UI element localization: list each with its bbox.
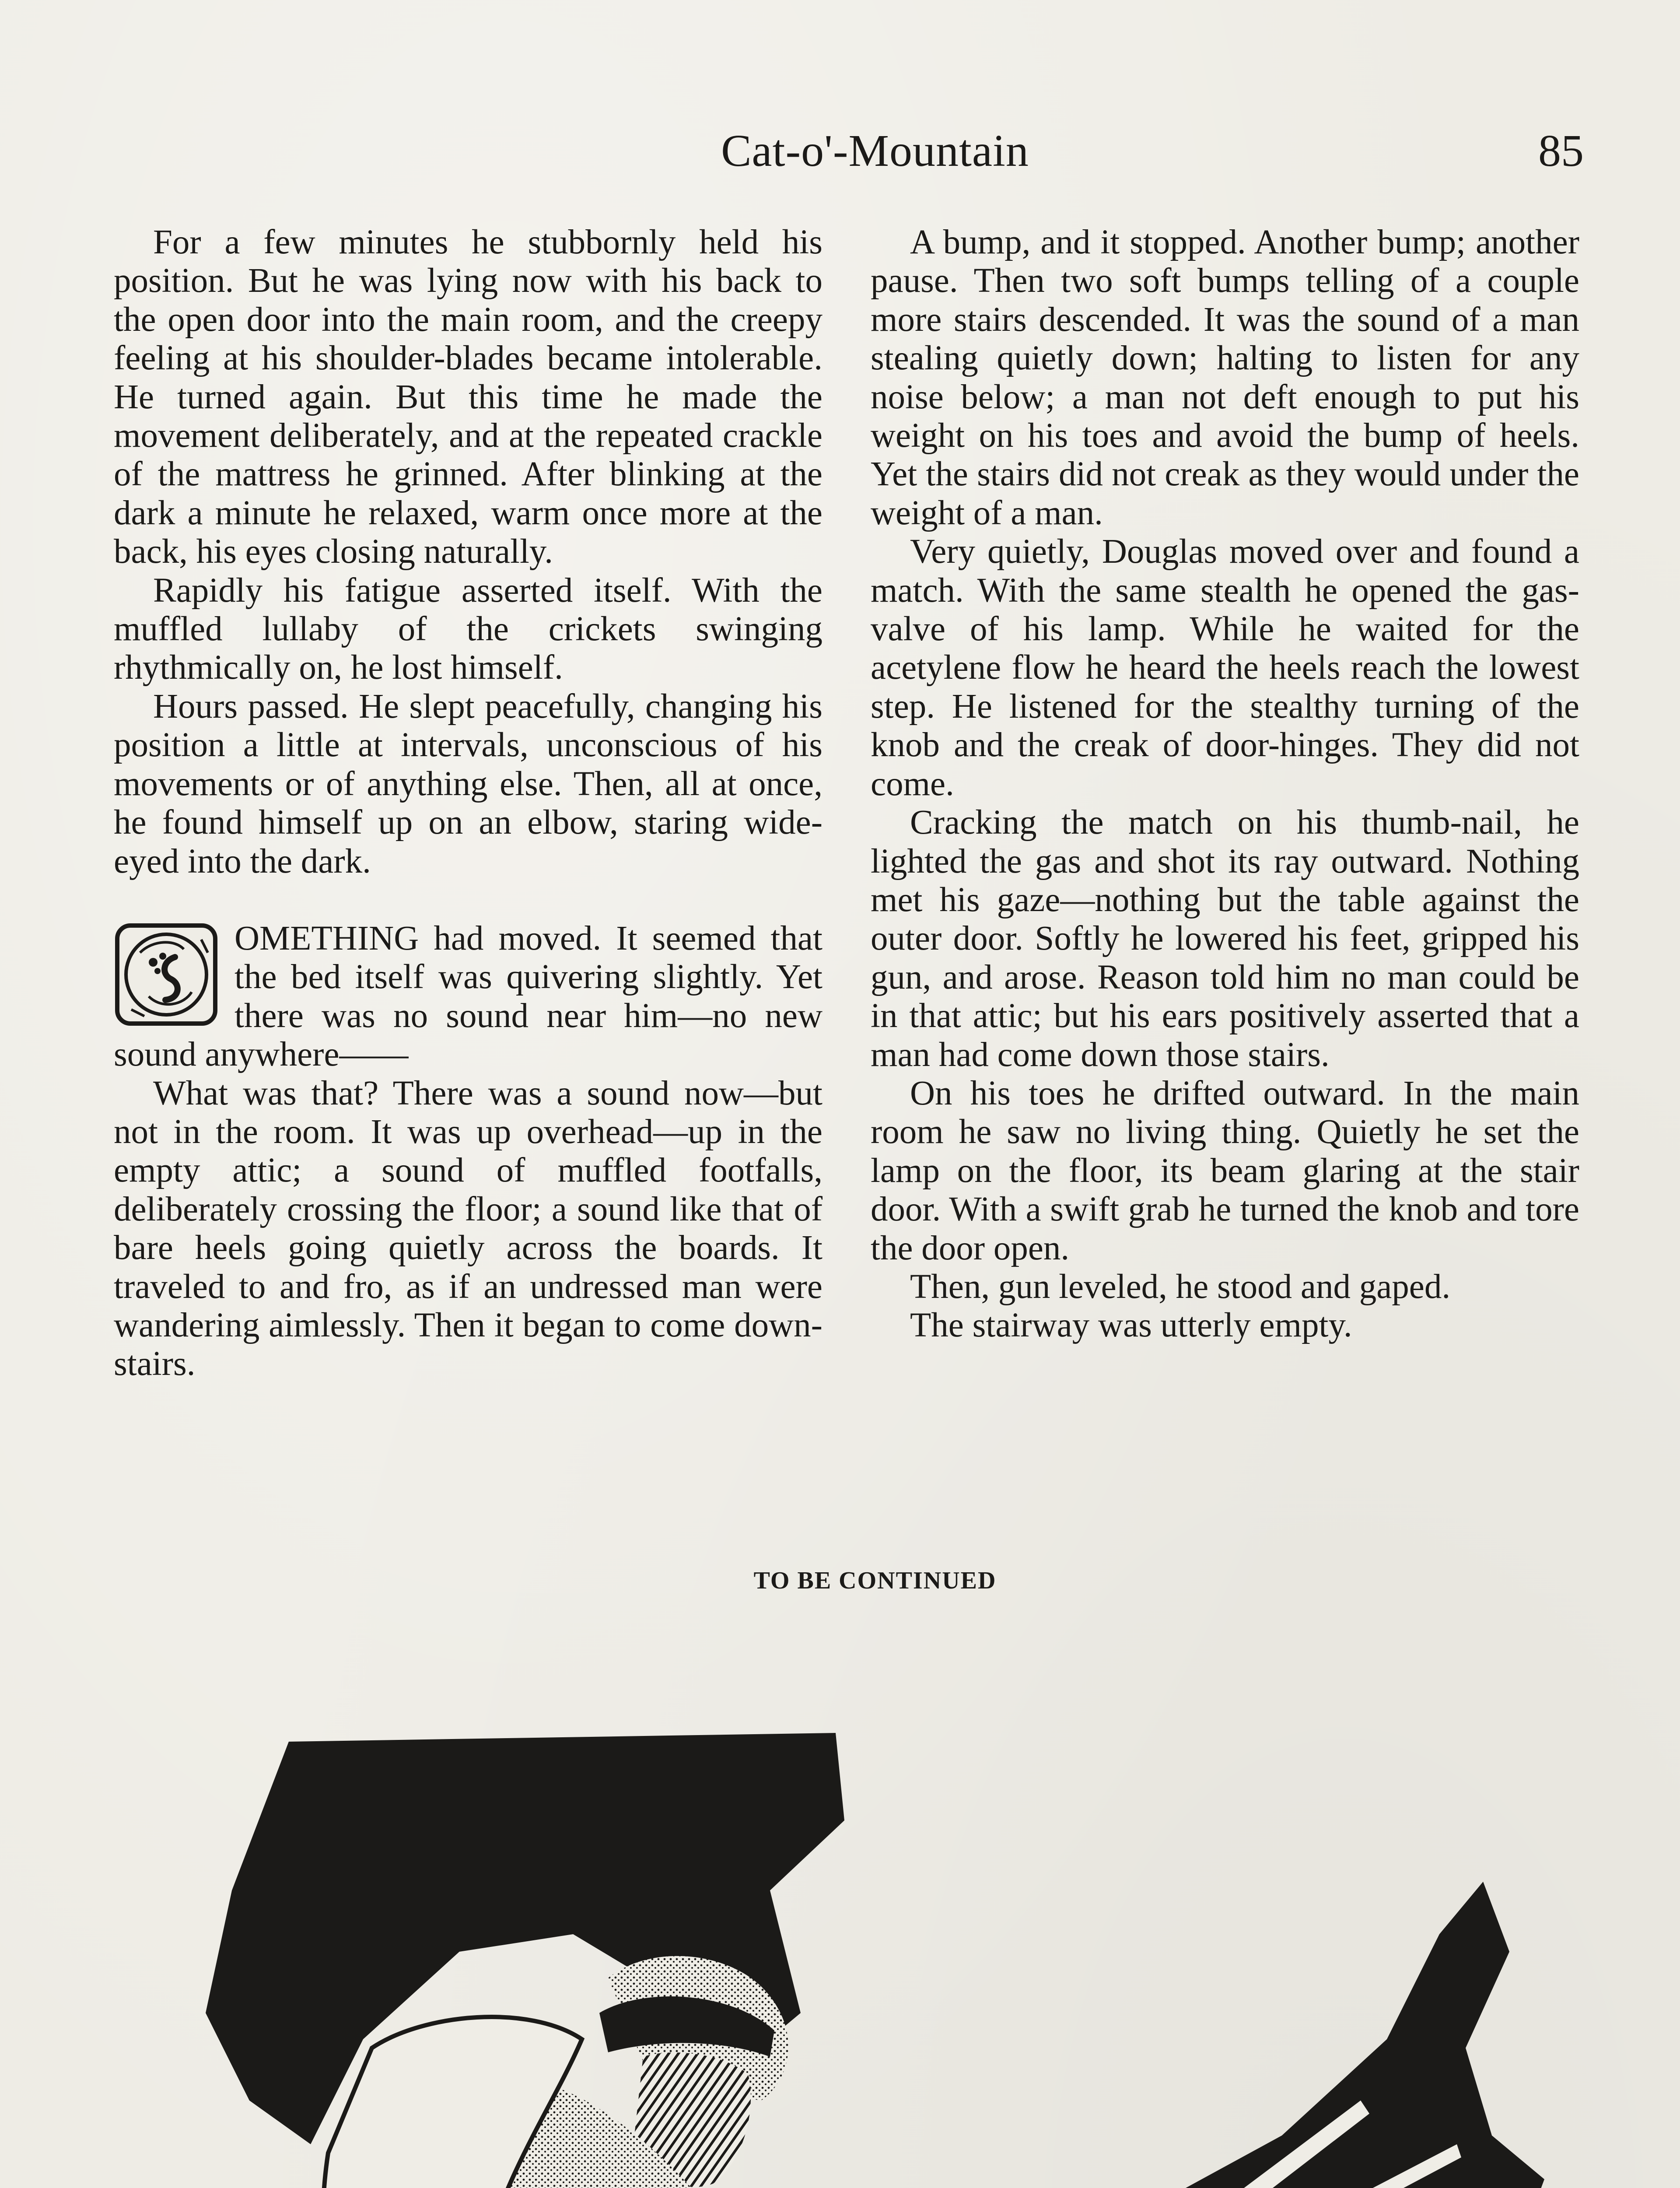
paragraph: Very quietly, Douglas moved over and found a match. With the same stealth he opened the gas-valve of his lamp. While he waited for the acetylene flow he heard the heels reach the lowest step. He listened for the stealthy turning of the knob and the creak of door-hinges. They did not come. [871,533,1579,803]
paragraph: What was that? There was a sound now—but not in the room. It was up overhead—up in the empty attic; a sound of muffled footfalls, deliberately crossing the floor; a sound like that of bare heels going quietly across the boards. It traveled to and fro, as if an undressed man were wandering aimlessly. Then it began to come down-stairs. [114,1074,822,1383]
to-be-continued: TO BE CONTINUED [753,1567,997,1594]
pen-ink-illustration [179,1707,1562,2188]
paragraph: Then, gun leveled, he stood and gaped. [910,1267,1451,1306]
ornamental-initial-s [114,922,219,1027]
paragraph: OMETHING had moved. It seemed that the bed itself was quivering slightly. Yet there was no sound near him—no new sound anywhere—— [114,919,822,1074]
running-head: Cat-o'-Mountain [721,126,1029,176]
right-column [871,223,1579,1345]
page-number: 85 [1538,126,1584,176]
left-column [114,223,822,1384]
paragraph: Hours passed. He slept peacefully, changing his position a little at intervals, unconscious of his movements or of anything else. Then, all at once, he found himself up on an elbow, staring wide-eyed into the dark. [114,687,822,880]
paragraph: A bump, and it stopped. Another bump; another pause. Then two soft bumps telling of a couple more stairs descended. It was the sound of a man stealing quietly down; halting to listen for any noise below; a man not deft enough to put his weight on his toes and avoid the bump of heels. Yet the stairs did not creak as they would under the weight of a man. [871,223,1579,532]
dropcap-paragraph [114,919,822,1074]
paragraph: Cracking the match on his thumb-nail, he lighted the gas and shot its ray outward. Nothing met his gaze—nothing but the table against the outer door. Softly he lowered his feet, gripped his gun, and arose. Reason told him no man could be in that attic; but his ears positively asserted that a man had come down those stairs. [871,803,1579,1074]
section-break [114,881,822,919]
paragraph: For a few minutes he stubbornly held his position. But he was lying now with his back to the open door into the main room, and the creepy feeling at his shoulder-blades became intolerable. He turned again. But this time he made the movement deliberately, and at the repeated crackle of the mattress he grinned. After blinking at the dark a minute he relaxed, warm once more at the back, his eyes closing naturally. [114,223,822,571]
paragraph: The stairway was utterly empty. [910,1306,1352,1345]
paragraph: Rapidly his fatigue asserted itself. With the muffled lullaby of the crickets swinging rhythmically on, he lost himself. [114,571,822,687]
paragraph: On his toes he drifted outward. In the main room he saw no living thing. Quietly he set the lamp on the floor, its beam glaring at the stair door. With a swift grab he turned the knob and tore the door open. [871,1074,1579,1267]
